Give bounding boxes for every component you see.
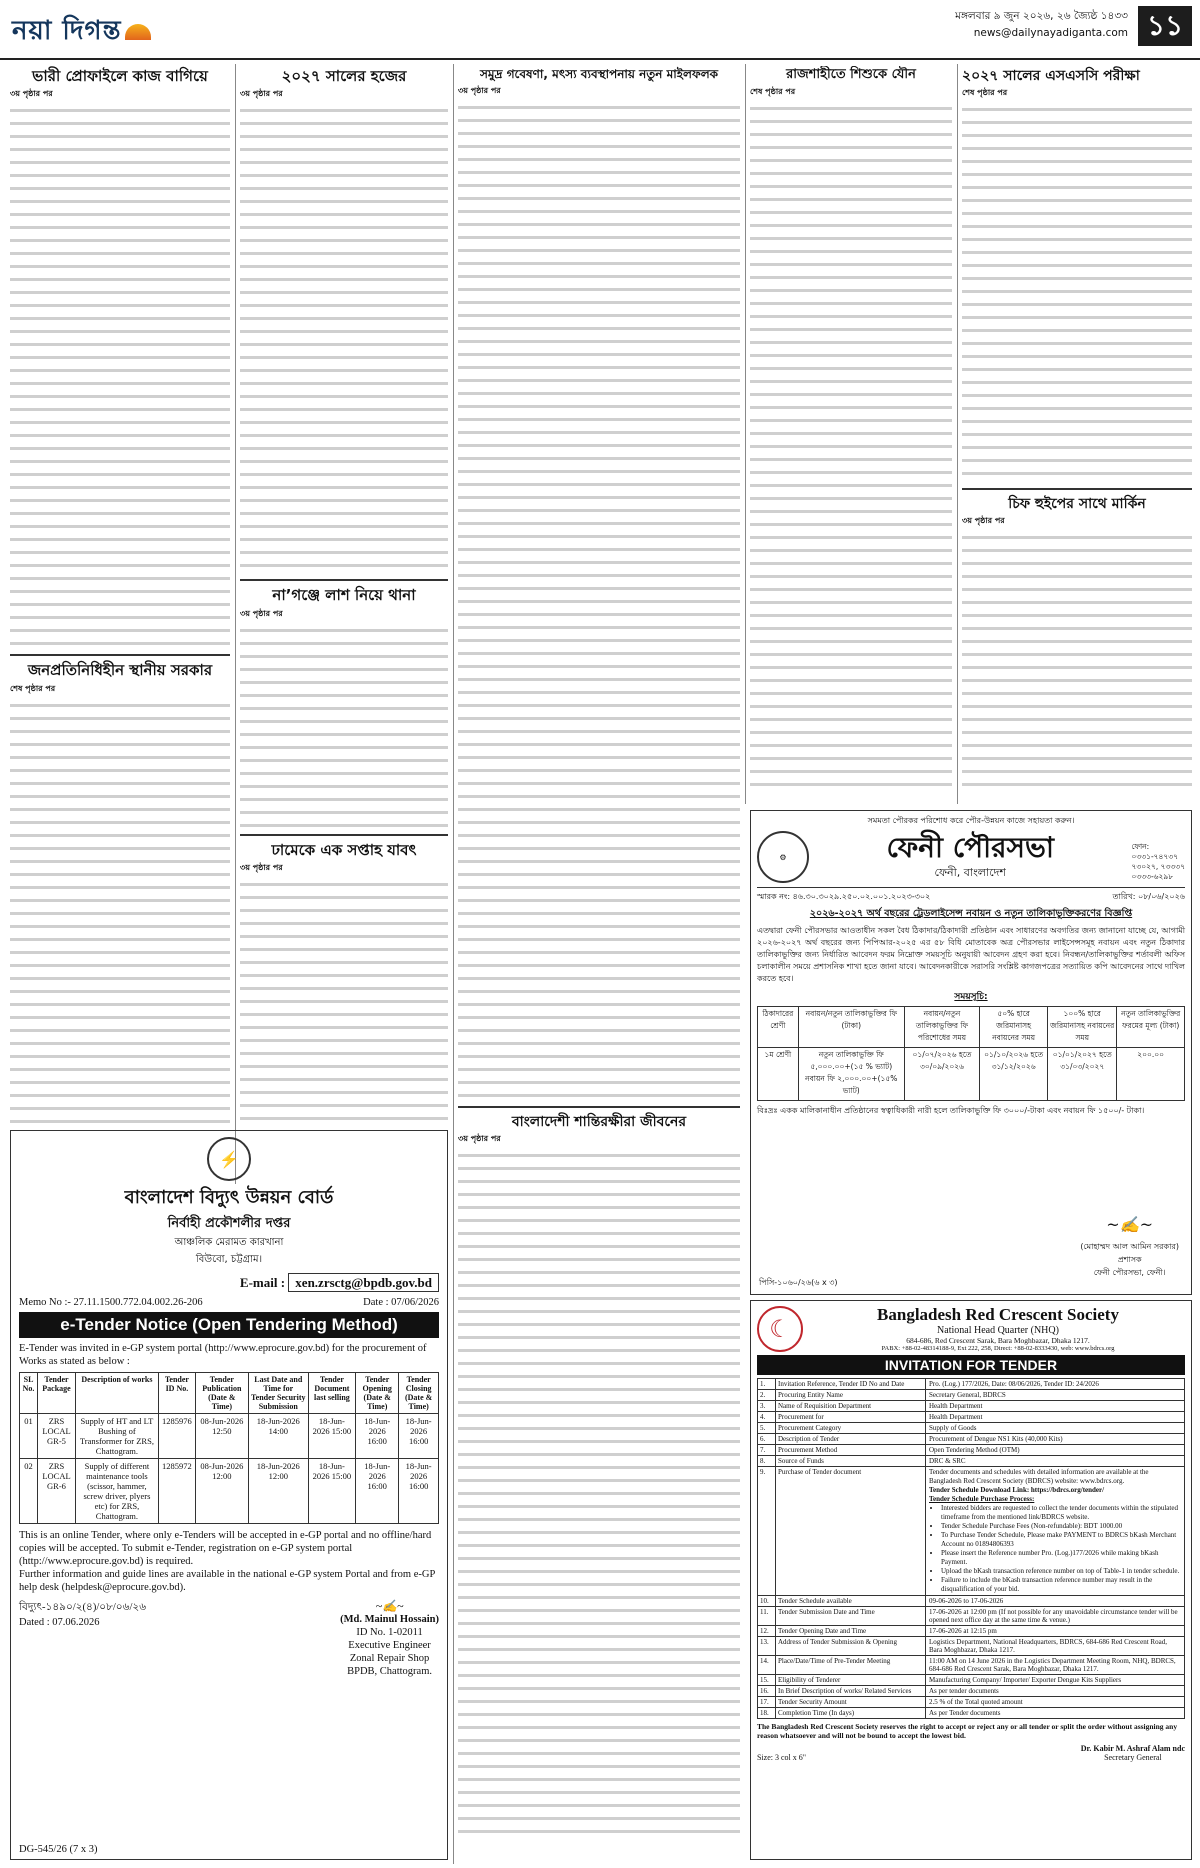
table-cell: In Brief Description of works/ Related Services: [776, 1686, 926, 1697]
table-cell: 8.: [758, 1456, 776, 1467]
table-cell: 11:00 AM on 14 June 2026 in the Logistics Department Meeting Room, NHQ, BDRCS, 684-686 Red Crescent Sarak, Bara Moghbazar, Dhaka 1217.: [926, 1656, 1185, 1675]
purchase-step: • Tender Schedule Purchase Fees (Non-refundable): BDT 1000.00: [941, 1522, 1181, 1531]
table-cell: Procurement Category: [776, 1423, 926, 1434]
ad-size: Size: 3 col x 6": [757, 1753, 807, 1762]
brcs-tender-ad: [750, 1300, 1192, 1860]
email-row: [19, 1275, 439, 1291]
table-cell: 7.: [758, 1445, 776, 1456]
table-cell: 5.: [758, 1423, 776, 1434]
article-body-text: [10, 103, 230, 648]
table-cell: 18-Jun-2026 15:00: [308, 1459, 355, 1524]
table-cell: Logistics Department, National Headquarters, BDRCS, 684-686 Red Crescent Road, Bara Moghbazar, Dhaka 1217.: [926, 1637, 1185, 1656]
continuation-label: শেষ পৃষ্ঠার পর: [750, 86, 796, 96]
table-header-row: [758, 1007, 1185, 1048]
table-header-cell: নবায়ন/নতুন তালিকাভুক্তির ফি পরিশোধের সময়: [904, 1007, 979, 1048]
table-cell: Supply of different maintenance tools (scissor, hammer, screw driver, plyers etc) for ZRS, Chattogram.: [75, 1459, 158, 1524]
table-header-cell: Tender Publication (Date & Time): [195, 1373, 248, 1414]
org-address: 684-686, Red Crescent Sarak, Bara Moghbazar, Dhaka 1217.: [906, 1336, 1090, 1345]
download-link[interactable]: Tender Schedule Download Link: https://bdrcs.org/tender/: [929, 1486, 1105, 1494]
column-3: [458, 66, 740, 1866]
table-header-cell: SL No.: [20, 1373, 38, 1414]
signer-place: ফেনী পৌরসভা, ফেনী।: [1093, 1268, 1166, 1277]
table-cell: 08-Jun-2026 12:00: [195, 1459, 248, 1524]
article-title: না’গঞ্জে লাশ নিয়ে থানা: [272, 586, 416, 605]
table-cell: Health Department: [926, 1412, 1185, 1423]
tender-intro: E-Tender was invited in e-GP system portal (http://www.eprocure.gov.bd) for the procurement of Works as stated as below :: [19, 1343, 427, 1367]
org-name: Bangladesh Red Crescent Society: [877, 1305, 1119, 1324]
table-row: [758, 1626, 1185, 1637]
tender-table: [757, 1378, 1185, 1719]
table-header-cell: ১০০% হারে জরিমানাসহ নবায়নের সময়: [1048, 1007, 1117, 1048]
tender-table: [19, 1372, 439, 1524]
table-cell: 12.: [758, 1626, 776, 1637]
table-cell: 4.: [758, 1412, 776, 1423]
signer-unit: Zonal Repair Shop: [349, 1653, 430, 1664]
table-row: 9. Purchase of Tender document Tender documents and schedules with detailed information are available at the Bangladesh Red Crescent Society (BDRCS) website: www.bdrcs.org. Tender Schedule Download Link: https://bdrcs.org/tender/ Tender Schedule Purchase Process: • Interested bidders are requested to collect the tender documents within the stipulated timeframe from the mentioned link/BDRCS website. • Tender Schedule Purchase Fees (Non-refundable): BDT 1000.00 • To Purchase Tender Schedule, Please make PAYMENT to BDRCS bKash Merchant Account no 01894806393 • Please insert the Reference number Pro. (Log.)177/2026 while making bKash Payment. • Upload the bKash transaction reference number on top of Table-1 in tender schedule. • Failure to include the bKash transaction reference number may result in the disqualification of your bid.: [758, 1467, 1185, 1596]
table-row: [758, 1596, 1185, 1607]
signer-title: Secretary General: [1104, 1753, 1162, 1762]
article-title: ২০২৭ সালের এসএসসি পরীক্ষা: [962, 68, 1140, 84]
continuation-label: ৩য় পৃষ্ঠার পর: [240, 89, 283, 99]
schedule-label: সময়সূচি:: [954, 992, 988, 1002]
table-row: [758, 1637, 1185, 1656]
table-cell: Tender Security Amount: [776, 1697, 926, 1708]
signer-place: BPDB, Chattogram.: [347, 1666, 432, 1677]
continuation-label: ৩য় পৃষ্ঠার পর: [240, 608, 283, 618]
table-cell: 18-Jun-2026 16:00: [356, 1459, 399, 1524]
table-cell: ZRS LOCAL GR-6: [38, 1459, 76, 1524]
divider: [240, 579, 448, 581]
table-row: [758, 1675, 1185, 1686]
table-cell: Address of Tender Submission & Opening: [776, 1637, 926, 1656]
tender-footer-2: Further information and guide lines are available in the national e-GP system Portal and from e-GP help desk (helpdesk@eprocure.gov.bd).: [19, 1569, 435, 1593]
ad-top-note: সমমতা পৌরকর পরিশোধ করে পৌর-উন্নয়ন কাজে সহায়তা করুন।: [867, 816, 1075, 825]
newspaper-logo: [12, 10, 151, 54]
table-header-cell: ঠিকাদারের শ্রেণী: [758, 1007, 799, 1048]
org-block: [811, 1305, 1185, 1352]
table-cell: Health Department: [926, 1401, 1185, 1412]
column-rule: [957, 64, 958, 804]
table-cell: 18-Jun-2026 16:00: [399, 1459, 439, 1524]
article-body-text: [458, 1148, 740, 1838]
tender-title: e-Tender Notice (Open Tendering Method): [19, 1312, 439, 1338]
ad-footnote: বিঃদ্রঃ একক মালিকানাধীন প্রতিষ্ঠানের স্বত্বাধিকারী নারী হলে তালিকাভুক্তি ফি ৩০০০/-টাকা এবং নবায়ন ফি ১৫০০/- টাকা।: [757, 1106, 1145, 1115]
memo-date: তারিখ: ০৮/০৬/২০২৬: [1112, 892, 1185, 901]
table-header-cell: Tender Package: [38, 1373, 76, 1414]
column-2: [240, 66, 448, 1126]
table-cell: 6.: [758, 1434, 776, 1445]
table-cell: 17-06-2026 at 12:15 pm: [926, 1626, 1185, 1637]
table-row: [758, 1401, 1185, 1412]
table-cell: ০১/১০/২০২৬ হতে ৩১/১২/২০২৬: [980, 1048, 1048, 1101]
continuation-label: ৩য় পৃষ্ঠার পর: [240, 862, 283, 872]
table-cell: Description of Tender: [776, 1434, 926, 1445]
table-row: [758, 1423, 1185, 1434]
handwritten-signature-icon: ~✍~: [1106, 1215, 1154, 1234]
divider: [10, 654, 230, 656]
table-cell: 2.: [758, 1390, 776, 1401]
continuation-label: শেষ পৃষ্ঠার পর: [10, 683, 56, 693]
org-name: বাংলাদেশ বিদ্যুৎ উন্নয়ন বোর্ড: [124, 1187, 334, 1208]
table-cell: 16.: [758, 1686, 776, 1697]
table-cell: Open Tendering Method (OTM): [926, 1445, 1185, 1456]
table-cell: Supply of HT and LT Bushing of Transformer for ZRS, Chattogram.: [75, 1414, 158, 1459]
table-cell: 13.: [758, 1637, 776, 1656]
table-cell: ০১/০৭/২০২৬ হতে ৩০/০৯/২০২৬: [904, 1048, 979, 1101]
feni-pourashava-ad: [750, 810, 1192, 1295]
dept-name: নির্বাহী প্রকৌশলীর দপ্তর: [167, 1216, 291, 1231]
article-title: ঢামেকে এক সপ্তাহ যাবৎ: [271, 840, 417, 859]
table-cell: 02: [20, 1459, 38, 1524]
column-5: [962, 66, 1192, 806]
table-cell: নতুন তালিকাভুক্তি ফি ৫,০০০.০০+(১৫ % ভ্যাট) নবায়ন ফি ২,০০০.০০+(১৫% ভ্যাট): [798, 1048, 904, 1101]
table-row: [758, 1434, 1185, 1445]
table-header-cell: Tender Closing (Date & Time): [399, 1373, 439, 1414]
table-cell: Source of Funds: [776, 1456, 926, 1467]
ad-bottom: [19, 1600, 439, 1678]
table-row: [758, 1607, 1185, 1626]
org-hq: National Head Quarter (NHQ): [937, 1325, 1059, 1336]
ad-title-block: [819, 832, 1121, 883]
table-cell: Procuring Entity Name: [776, 1390, 926, 1401]
table-cell: Tender Opening Date and Time: [776, 1626, 926, 1637]
table-cell: DRC & SRC: [926, 1456, 1185, 1467]
table-cell: Invitation Reference, Tender ID No and Date: [776, 1379, 926, 1390]
masthead: [0, 0, 1200, 60]
ref-number: বিদ্যুৎ-১৪৯০/২(৪)/০৮/০৬/২৬: [19, 1602, 147, 1613]
phone-numbers: ০৩৩১-৭৪৭৩৭ ৭৩০২৭, ৭৩৩৩৭ ০৩৩৩-৬২৯৮: [1131, 852, 1185, 881]
column-rule: [745, 64, 746, 804]
table-row: [758, 1412, 1185, 1423]
row9-text: Tender documents and schedules with detailed information are available at the Bangladesh Red Crescent Society (BDRCS) website: www.bdrcs.org.: [929, 1468, 1149, 1485]
table-row: [758, 1379, 1185, 1390]
ref-block: [19, 1600, 146, 1678]
table-cell: 10.: [758, 1596, 776, 1607]
memo-row: [19, 1297, 439, 1308]
article-body-text: [10, 698, 230, 1127]
continuation-label: ৩য় পৃষ্ঠার পর: [10, 89, 53, 99]
schedule-table: [757, 1006, 1185, 1101]
table-cell: Procurement for: [776, 1412, 926, 1423]
table-header-cell: Description of works: [75, 1373, 158, 1414]
table-cell: 11.: [758, 1607, 776, 1626]
bpdb-tender-ad: [10, 1130, 448, 1860]
ad-phones: [1131, 832, 1185, 882]
table-cell: 17-06-2026 at 12:00 pm (If not possible for any unavoidable circumstance tender will be opened next office day at the same time & venue.): [926, 1607, 1185, 1626]
memo-number: Memo No :- 27.11.1500.772.04.002.26-206: [19, 1297, 203, 1308]
row-value: [926, 1467, 1185, 1596]
ad-header: [757, 831, 1185, 888]
table-header-cell: নতুন তালিকাভুক্তির ফরমের মূল্য (টাকা): [1117, 1007, 1185, 1048]
column-1: [10, 66, 230, 1126]
memo-number: স্মারক নং: ৪৬.৩০.৩০২৯.২৫০.০২.০০১.২০২৩-৩০২: [757, 892, 931, 901]
article-title: রাজশাহীতে শিশুকে যৌন: [786, 67, 916, 82]
table-header-row: [20, 1373, 439, 1414]
unit-place: বিউবো, চট্টগ্রাম।: [195, 1254, 263, 1265]
table-cell: 1285976: [158, 1414, 195, 1459]
table-header-cell: Tender Document last selling: [308, 1373, 355, 1414]
ad-code: DG-545/26 (7 x 3): [19, 1844, 98, 1855]
table-header-cell: Last Date and Time for Tender Security Submission: [248, 1373, 308, 1414]
table-cell: Procurement of Dengue NS1 Kits (40,000 Kits): [926, 1434, 1185, 1445]
table-cell: 18.: [758, 1708, 776, 1719]
continuation-label: শেষ পৃষ্ঠার পর: [962, 88, 1008, 98]
sun-icon: [125, 24, 151, 40]
table-header-cell: Tender Opening (Date & Time): [356, 1373, 399, 1414]
table-cell: 09-06-2026 to 17-06-2026: [926, 1596, 1185, 1607]
table-cell: Eligibility of Tenderer: [776, 1675, 926, 1686]
table-row: [20, 1459, 439, 1524]
column-rule: [235, 64, 236, 1184]
table-cell: ১ম শ্রেণী: [758, 1048, 799, 1101]
table-row: [758, 1697, 1185, 1708]
purchase-process-label: Tender Schedule Purchase Process:: [929, 1495, 1035, 1503]
memo-date: Date : 07/06/2026: [363, 1297, 439, 1308]
purchase-step: • Interested bidders are requested to collect the tender documents within the stipulated timeframe from the mentioned link/BDRCS website.: [941, 1504, 1181, 1522]
table-row: [758, 1708, 1185, 1719]
handwritten-signature-icon: ~✍~: [375, 1599, 404, 1613]
table-row: [758, 1048, 1185, 1101]
table-cell: Place/Date/Time of Pre-Tender Meeting: [776, 1656, 926, 1675]
table-cell: 18-Jun-2026 16:00: [399, 1414, 439, 1459]
article-title: বাংলাদেশী শান্তিরক্ষীরা জীবনের: [511, 1113, 687, 1130]
purchase-step: • Failure to include the bKash transaction reference number may result in the disqualification of your bid.: [941, 1576, 1181, 1594]
table-cell: As per tender documents: [926, 1686, 1185, 1697]
article-title: ২০২৭ সালের হজের: [281, 67, 407, 85]
table-row: [20, 1414, 439, 1459]
red-crescent-logo-icon: ☾: [757, 1306, 803, 1352]
table-cell: 18-Jun-2026 12:00: [248, 1459, 308, 1524]
purchase-step: • Upload the bKash transaction reference number on top of Table-1 in tender schedule.: [941, 1567, 1181, 1576]
notice-title: ২০২৬-২০২৭ অর্থ বছরের ট্রেডলাইসেন্স নবায়ন ও নতুন তালিকাভুক্তিকরণের বিজ্ঞপ্তি: [809, 908, 1133, 919]
divider: [240, 834, 448, 836]
table-cell: 2.5 % of the Total quoted amount: [926, 1697, 1185, 1708]
row-label: Purchase of Tender document: [776, 1467, 926, 1596]
article-body-text: [240, 877, 448, 1126]
divider: [962, 488, 1192, 490]
article-title: জনপ্রতিনিধিহীন স্থানীয় সরকার: [27, 661, 213, 680]
continuation-label: ৩য় পৃষ্ঠার পর: [962, 516, 1005, 526]
table-cell: Pro. (Log.) 177/2026, Date: 08/06/2026, Tender ID: 24/2026: [926, 1379, 1185, 1390]
table-cell: Name of Requisition Department: [776, 1401, 926, 1412]
logo-text: নয়া দিগন্ত: [12, 16, 122, 46]
article-body-text: [240, 103, 448, 573]
signer-name: (মোহাম্মদ আল আমিন সরকার): [1080, 1242, 1179, 1251]
purchase-step: • To Purchase Tender Schedule, Please make PAYMENT to BDRCS bKash Merchant Account no 01894806393: [941, 1531, 1181, 1549]
column-4: [750, 66, 952, 806]
article-body-text: [240, 623, 448, 828]
tender-title: INVITATION FOR TENDER: [757, 1355, 1185, 1375]
table-header-cell: নবায়ন/নতুন তালিকাভুক্তির ফি (টাকা): [798, 1007, 904, 1048]
article-body-text: [962, 530, 1192, 790]
phone-label: ফোন:: [1131, 842, 1150, 851]
ad-title: ফেনী পৌরসভা: [886, 830, 1054, 864]
divider: [458, 1106, 740, 1108]
table-cell: ২০০.০০: [1117, 1048, 1185, 1101]
table-cell: 18-Jun-2026 15:00: [308, 1414, 355, 1459]
table-cell: 18-Jun-2026 16:00: [356, 1414, 399, 1459]
org-contact: PABX: +88-02-48314188-9, Ext 222, 258, Direct: +88-02-8333430, web: www.bdrcs.org: [881, 1345, 1115, 1352]
table-cell: 01: [20, 1414, 38, 1459]
article-title: চিফ হুইপের সাথে মার্কিন: [1008, 496, 1146, 513]
signature-block: [1080, 1215, 1179, 1280]
continuation-label: ৩য় পৃষ্ঠার পর: [458, 1133, 501, 1143]
table-cell: ০১/০১/২০২৭ হতে ৩১/০৩/২০২৭: [1048, 1048, 1117, 1101]
table-cell: 1285972: [158, 1459, 195, 1524]
table-cell: 14.: [758, 1656, 776, 1675]
date-line: মঙ্গলবার ৯ জুন ২০২৬, ২৬ জ্যৈষ্ঠ ১৪৩৩: [955, 10, 1128, 22]
signer-title: প্রশাসক: [1117, 1255, 1142, 1264]
ad-place: ফেনী, বাংলাদেশ: [934, 865, 1006, 879]
ad-code: পিসি-১০৬০/২৬(৬ x ৩): [759, 1278, 838, 1287]
bpdb-logo-icon: ⚡: [207, 1137, 251, 1181]
purchase-step: • Please insert the Reference number Pro. (Log.)177/2026 while making bKash Payment.: [941, 1549, 1181, 1567]
table-cell: 18-Jun-2026 14:00: [248, 1414, 308, 1459]
ad-header: [757, 1305, 1185, 1352]
signature-block: [1081, 1744, 1185, 1762]
table-cell: 1.: [758, 1379, 776, 1390]
article-body-text: [458, 100, 740, 1100]
header-email: news@dailynayadiganta.com: [973, 27, 1128, 39]
article-body-text: [962, 102, 1192, 482]
signature-block: [340, 1600, 439, 1678]
page-number: ১১: [1138, 6, 1192, 46]
table-header-cell: Tender ID No.: [158, 1373, 195, 1414]
table-cell: Manufacturing Company/ Importer/ Exporter Dengue Kits Suppliers: [926, 1675, 1185, 1686]
table-row: [758, 1656, 1185, 1675]
table-cell: As per Tender documents: [926, 1708, 1185, 1719]
table-cell: 08-Jun-2026 12:50: [195, 1414, 248, 1459]
unit-name: আঞ্চলিক মেরামত কারখানা: [174, 1237, 284, 1248]
signer-id: ID No. 1-02011: [356, 1627, 423, 1638]
table-cell: Tender Schedule available: [776, 1596, 926, 1607]
table-row: [758, 1686, 1185, 1697]
table-cell: 3.: [758, 1401, 776, 1412]
article-body-text: [750, 101, 952, 791]
email-address[interactable]: xen.zrsctg@bpdb.gov.bd: [288, 1273, 439, 1292]
article-title: সমুদ্র গবেষণা, মৎস্য ব্যবস্থাপনায় নতুন মাইলফলক: [479, 67, 719, 81]
continuation-label: ৩য় পৃষ্ঠার পর: [458, 85, 501, 95]
article-title: ভারী প্রোফাইলে কাজ বাগিয়ে: [32, 67, 208, 85]
tender-disclaimer: The Bangladesh Red Crescent Society reserves the right to accept or reject any or all tender or split the order without assigning any reason whatsoever and will not be bound to accept the lowest bid.: [757, 1722, 1178, 1740]
signer-name: Dr. Kabir M. Ashraf Alam ndc: [1080, 1744, 1185, 1753]
ref-date: Dated : 07.06.2026: [19, 1617, 100, 1628]
tender-footer-1: This is an online Tender, where only e-Tenders will be accepted in e-GP portal and no offline/hard copies will be accepted. To submit e-Tender, registration on e-GP system portal (http://www.eprocure.gov.bd) is required.: [19, 1530, 432, 1567]
table-cell: Secretary General, BDRCS: [926, 1390, 1185, 1401]
header-date-block: [955, 8, 1128, 42]
ad-bottom: [757, 1744, 1185, 1762]
table-row: [758, 1456, 1185, 1467]
municipality-seal-icon: ⚙: [757, 831, 809, 883]
notice-body: এতদ্বারা ফেনী পৌরসভার আওতাধীন সকল বৈধ ঠিকাদার/ঠিকাদারী প্রতিষ্ঠান এবং সাধারণের অবগতির জন্য জানানো যাচ্ছে যে, আগামী ২০২৬-২০২৭ অর্থ বছরের জন্য পিপিআর-২০২৫ এর ৫৮ বিধি মোতাবেক অত্র পৌরসভার লাইসেন্সসমূহ নবায়ন এবং নতুন ঠিকাদার তালিকাভুক্তির জন্য নির্ধারিত আবেদন ফরম নিম্নোক্ত সময়সূচি অনুযায়ী আবেদন গ্রহণ করা হবে। নিবন্ধন/তালিকাভুক্তির শর্তাবলী অফিস চলাকালীন সময়ে প্রশাসনিক শাখা হতে জানা যাবে। আবেদনকারীকে সরাসরি সংশ্লিষ্ট কাগজপত্রের সত্যায়িত কপি আবেদনের সাথে দাখিল করতে হবে।: [757, 926, 1185, 983]
table-header-cell: ৫০% হারে জরিমানাসহ নবায়নের সময়: [980, 1007, 1048, 1048]
table-cell: Tender Submission Date and Time: [776, 1607, 926, 1626]
table-cell: Supply of Goods: [926, 1423, 1185, 1434]
memo-row: [757, 891, 1185, 904]
ad-header: [19, 1137, 439, 1269]
table-cell: 15.: [758, 1675, 776, 1686]
signer-name: (Md. Mainul Hossain): [340, 1614, 439, 1625]
email-label: E-mail :: [239, 1275, 286, 1290]
table-row: [758, 1445, 1185, 1456]
table-cell: Procurement Method: [776, 1445, 926, 1456]
signer-title: Executive Engineer: [348, 1640, 431, 1651]
table-cell: Completion Time (In days): [776, 1708, 926, 1719]
table-row: [758, 1390, 1185, 1401]
table-cell: ZRS LOCAL GR-5: [38, 1414, 76, 1459]
table-cell: 17.: [758, 1697, 776, 1708]
column-rule: [453, 64, 454, 1864]
